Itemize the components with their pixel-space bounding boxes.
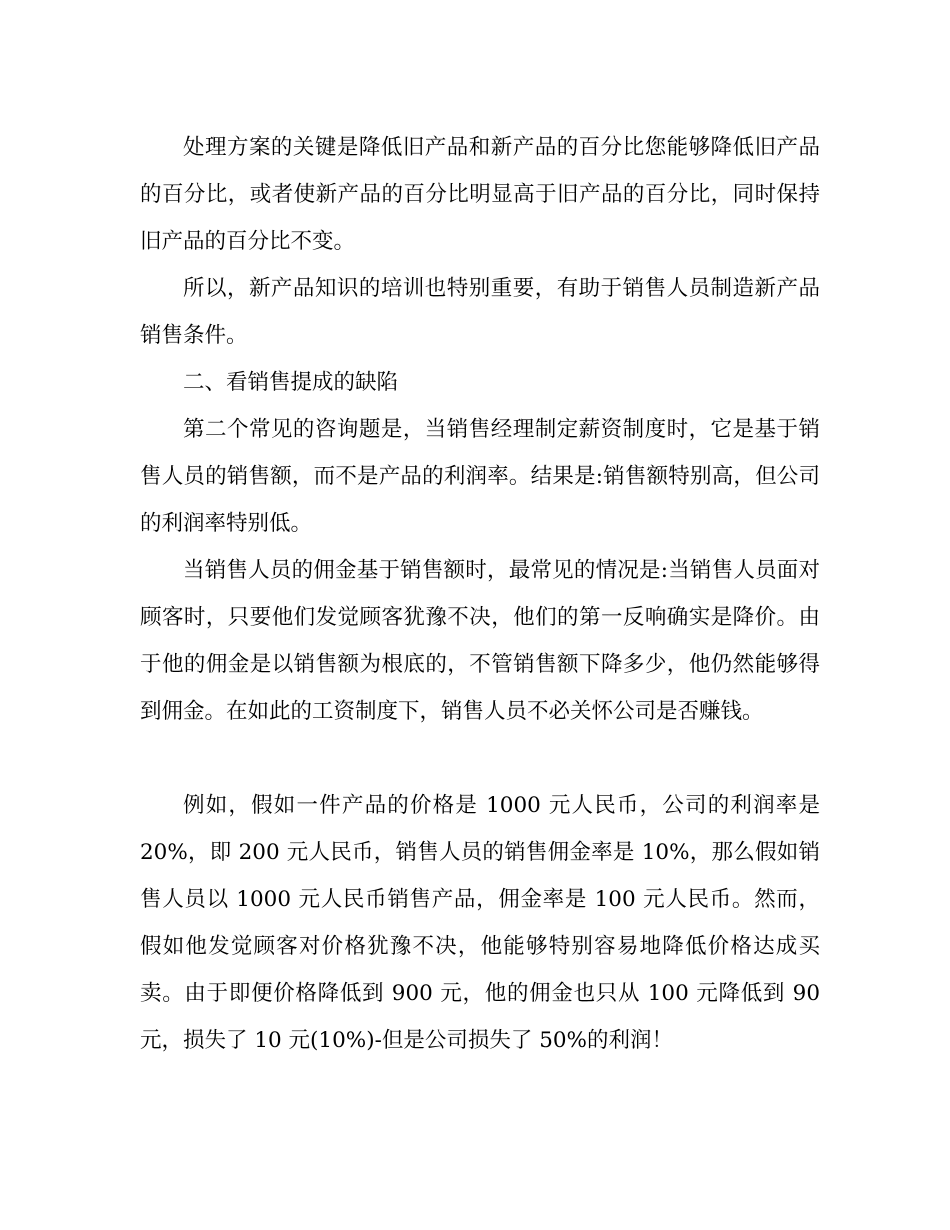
paragraph-example: 例如，假如一件产品的价格是 1000 元人民币，公司的利润率是 20%，即 200 元人民币，销售人员的销售佣金率是 10%，那么假如销售人员以 1000 元人民币销售产品，佣金率是 100 元人民币。然而，假如他发觉顾客对价格犹豫不决，他能够特别容易地降低价格达成买卖。由于即便价格降低到 900 元，他的佣金也只从 100 元降低到 90 元，损失了 10 元(10%)-但是公司损失了 50%的利润！ [140,793,820,1053]
paragraph-common-question: 第二个常见的咨询题是，当销售经理制定薪资制度时，它是基于销售人员的销售额，而不是产品的利润率。结果是:销售额特别高，但公司的利润率特别低。 [140,417,820,536]
section-heading: 二、看销售提成的缺陷 [183,370,399,395]
paragraph-solution-key: 处理方案的关键是降低旧产品和新产品的百分比您能够降低旧产品的百分比，或者使新产品的百分比明显高于旧产品的百分比，同时保持旧产品的百分比不变。 [140,135,820,254]
paragraph-gap [140,735,820,782]
paragraph-commission-basis: 当销售人员的佣金基于销售额时，最常见的情况是:当销售人员面对顾客时，只要他们发觉顾客犹豫不决，他们的第一反响确实是降价。由于他的佣金是以销售额为根底的，不管销售额下降多少，他仍然能够得到佣金。在如此的工资制度下，销售人员不必关怀公司是否赚钱。 [140,558,820,724]
document-body [140,124,820,1064]
paragraph-training: 所以，新产品知识的培训也特别重要，有助于销售人员制造新产品销售条件。 [140,276,820,348]
